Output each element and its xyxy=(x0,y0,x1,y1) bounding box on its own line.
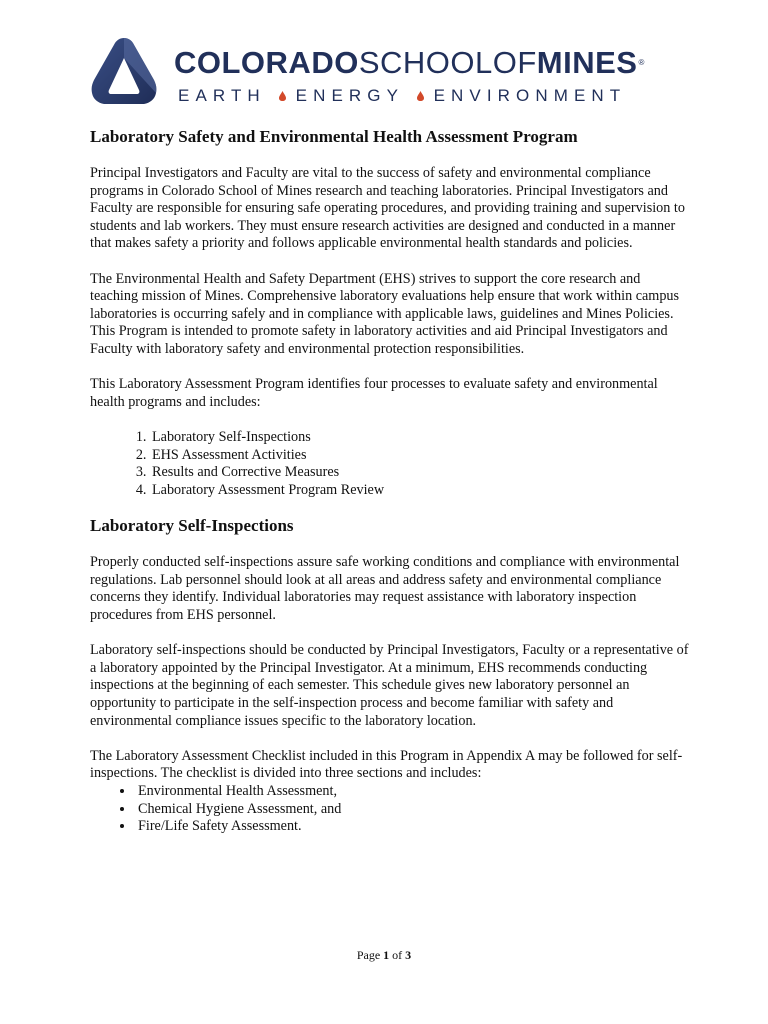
ehs-paragraph: The Environmental Health and Safety Department (EHS) strives to support the core research and teaching mission of Mines. Comprehensive laboratory evaluations help ensure that work within campus laboratories is occurring safely and in compliance with applicable laws, guidelines and Mines Policies. This Program is intended to promote safety in laboratory activities and aid Principal Investigators and Faculty with laboratory safety and environmental protection responsibilities. xyxy=(90,270,680,357)
school-wordmark xyxy=(174,46,645,80)
wordmark-colorado: COLORADO xyxy=(174,45,359,80)
page-total: 3 xyxy=(405,948,412,962)
section-heading: Laboratory Self-Inspections xyxy=(90,516,294,536)
wordmark-mines: MINES xyxy=(536,45,638,80)
tagline-energy: ENERGY xyxy=(295,86,404,105)
list-item: 4. Laboratory Assessment Program Review xyxy=(150,482,690,500)
checklist-sections-list xyxy=(90,783,690,836)
document-title: Laboratory Safety and Environmental Health Assessment Program xyxy=(90,127,578,146)
page-header xyxy=(90,36,690,112)
self-inspection-paragraph: Properly conducted self-inspections assure safe working conditions and compliance with environmental regulations. Lab personnel should look at all areas and address safety and environmental compliance concerns they identify. Individual laboratories may request assistance with laboratory inspection procedures from EHS personnel. xyxy=(90,554,680,624)
of-word: of xyxy=(392,948,403,962)
list-item: • Environmental Health Assessment, xyxy=(135,783,690,801)
page-footer xyxy=(0,947,768,963)
processes-intro-paragraph: This Laboratory Assessment Program identifies four processes to evaluate safety and environmental health programs and includes: xyxy=(90,376,658,410)
registered-mark: ® xyxy=(638,58,645,67)
flame-dot-icon xyxy=(279,91,286,101)
page-current: 1 xyxy=(383,948,390,962)
document-body xyxy=(90,126,690,836)
school-tagline xyxy=(178,86,626,106)
wordmark-schoolof: SCHOOLOF xyxy=(358,45,537,80)
tagline-environment: ENVIRONMENT xyxy=(433,86,627,105)
intro-paragraph: Principal Investigators and Faculty are vital to the success of safety and environmental compliance programs in Colorado School of Mines research and teaching laboratories. Principal Investigators and Faculty are responsible for ensuring safe operating procedures, and providing training and supervision to students and lab workers. They must ensure research activities are designed and conducted in a manner that makes safety a priority and follows applicable environmental health standards and policies. xyxy=(90,165,685,252)
page-word: Page xyxy=(356,948,381,962)
list-item: • Fire/Life Safety Assessment. xyxy=(135,818,690,836)
flame-dot-icon xyxy=(417,91,424,101)
list-item: 1. Laboratory Self-Inspections xyxy=(150,429,690,447)
checklist-paragraph: The Laboratory Assessment Checklist included in this Program in Appendix A may be followed for self-inspections. The checklist is divided into three sections and includes: xyxy=(90,747,683,782)
tagline-earth: EARTH xyxy=(178,86,266,105)
list-item: 2. EHS Assessment Activities xyxy=(150,447,690,465)
mountain-triangle-icon xyxy=(90,36,158,106)
process-list xyxy=(90,429,690,499)
schedule-paragraph: Laboratory self-inspections should be conducted by Principal Investigators, Faculty or a representative of a laboratory appointed by the Principal Investigator. At a minimum, EHS recommends conducting inspections at the beginning of each semester. This schedule gives new laboratory personnel an opportunity to participate in the self-inspection process and become familiar with safety and environmental compliance issues specific to the laboratory location. xyxy=(90,642,689,729)
list-item: • Chemical Hygiene Assessment, and xyxy=(135,801,690,819)
list-item: 3. Results and Corrective Measures xyxy=(150,464,690,482)
